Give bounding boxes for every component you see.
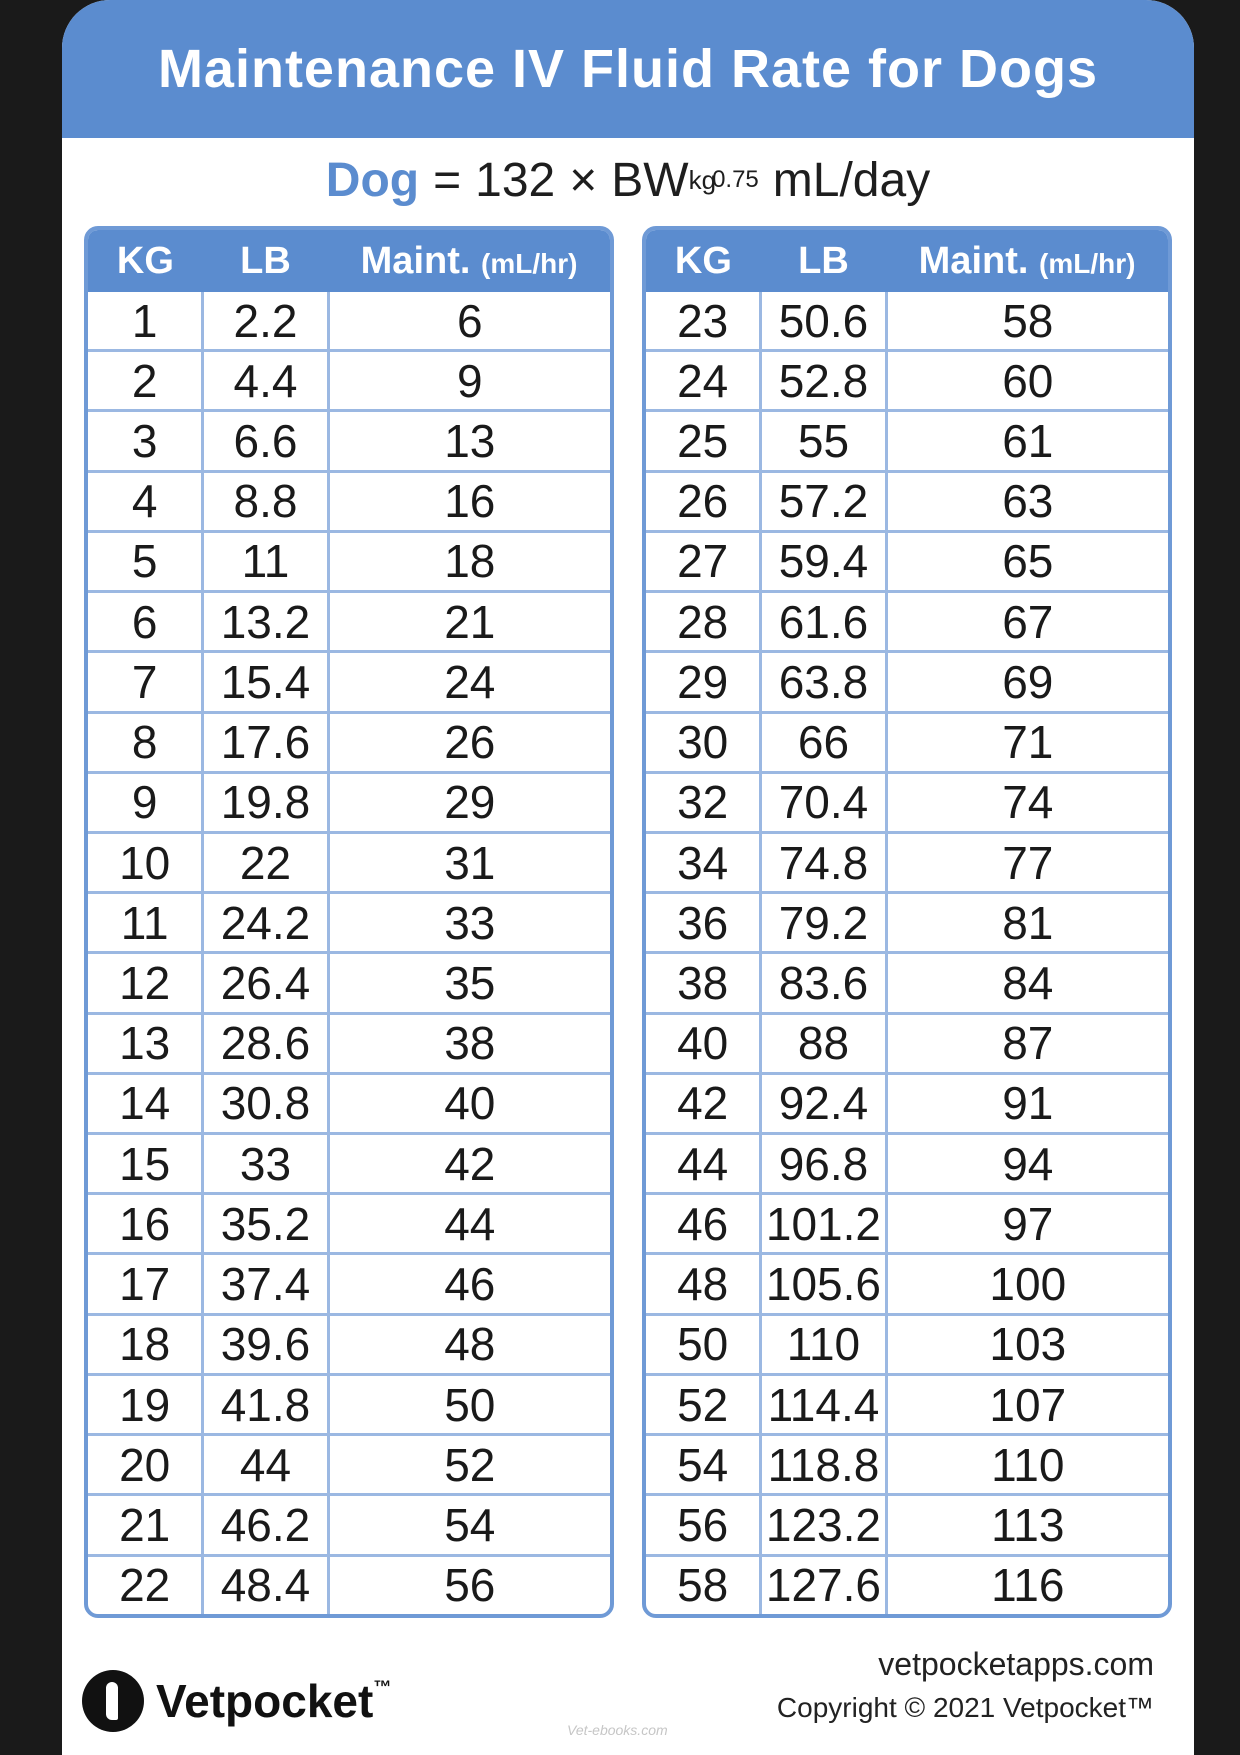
cell-kg: 29	[646, 652, 761, 712]
table-row	[88, 471, 610, 531]
cell-lb: 48.4	[203, 1555, 328, 1614]
cell-maint: 56	[444, 1559, 496, 1612]
cell-kg: 12	[88, 953, 203, 1013]
cell-kg: 10	[88, 832, 203, 892]
table-row	[646, 1555, 1168, 1614]
cell-maint: 42	[328, 1134, 610, 1194]
formula-times: ×	[569, 153, 598, 207]
cell-maint: 77	[886, 832, 1168, 892]
table-row	[88, 1314, 610, 1374]
cell-lb: 35.2	[203, 1194, 328, 1254]
cell-kg: 7	[88, 652, 203, 712]
cell-maint: 71	[886, 712, 1168, 772]
cell-lb: 26.4	[203, 953, 328, 1013]
vetpocket-logo-icon	[82, 1670, 144, 1732]
table-row	[88, 292, 610, 351]
cell-kg: 52	[646, 1374, 761, 1434]
cell-lb: 123.2	[761, 1495, 886, 1555]
brand-logo	[82, 1670, 391, 1732]
cell-maint: 31	[328, 832, 610, 892]
cell-kg: 8	[88, 712, 203, 772]
cell-lb: 61.6	[761, 592, 886, 652]
cell-kg: 15	[88, 1134, 203, 1194]
column-header-kg: KG	[88, 230, 203, 292]
cell-maint: 97	[886, 1194, 1168, 1254]
cell-kg: 26	[646, 471, 761, 531]
table-row	[88, 652, 610, 712]
cell-kg: 42	[646, 1073, 761, 1133]
table-row	[646, 712, 1168, 772]
cell-kg: 36	[646, 893, 761, 953]
table-row	[646, 1194, 1168, 1254]
cell-kg: 2	[88, 351, 203, 411]
cell-lb: 110	[761, 1314, 886, 1374]
formula-variable: BW	[611, 153, 689, 207]
cell-kg: 14	[88, 1073, 203, 1133]
cell-lb: 50.6	[761, 292, 886, 351]
cell-maint: 9	[328, 351, 610, 411]
copyright-text: Copyright © 2021 Vetpocket™	[776, 1692, 1154, 1723]
cell-maint: 44	[328, 1194, 610, 1254]
reference-card	[62, 0, 1194, 1755]
column-header-maint-unit: (mL/hr)	[481, 247, 578, 279]
cell-lb: 6.6	[203, 411, 328, 471]
column-header-maint	[886, 230, 1168, 292]
cell-kg: 20	[88, 1435, 203, 1495]
cell-maint: 58	[886, 292, 1168, 351]
table-row	[88, 1254, 610, 1314]
cell-kg: 28	[646, 592, 761, 652]
cell-maint: 61	[886, 411, 1168, 471]
cell-lb: 96.8	[761, 1134, 886, 1194]
cell-lb: 46.2	[203, 1495, 328, 1555]
table-body-right	[646, 292, 1168, 1614]
brand-name: Vetpocket™	[156, 1675, 392, 1727]
cell-lb: 39.6	[203, 1314, 328, 1374]
cell-maint: 13	[328, 411, 610, 471]
table-row	[646, 1435, 1168, 1495]
column-header-kg: KG	[646, 230, 761, 292]
table-row	[88, 1073, 610, 1133]
cell-kg: 30	[646, 712, 761, 772]
cell-kg: 18	[88, 1314, 203, 1374]
table-row	[88, 1194, 610, 1254]
cell-kg: 4	[88, 471, 203, 531]
cell-maint: 113	[886, 1495, 1168, 1555]
cell-kg: 3	[88, 411, 203, 471]
cell-lb: 92.4	[761, 1073, 886, 1133]
cell-maint: 74	[886, 772, 1168, 832]
cell-kg: 1	[88, 292, 203, 351]
cell-maint: 26	[328, 712, 610, 772]
table-row	[88, 1435, 610, 1495]
cell-lb: 55	[761, 411, 886, 471]
cell-kg: 6	[88, 592, 203, 652]
cell-lb: 63.8	[761, 652, 886, 712]
column-header-maint	[328, 230, 610, 292]
cell-lb: 24.2	[203, 893, 328, 953]
cell-lb: 79.2	[761, 893, 886, 953]
brand-trademark: ™	[373, 1677, 392, 1697]
cell-maint: 63	[886, 471, 1168, 531]
cell-maint: 103	[886, 1314, 1168, 1374]
table-row	[646, 351, 1168, 411]
table-row	[646, 1073, 1168, 1133]
table-row	[646, 1254, 1168, 1314]
cell-lb: 13.2	[203, 592, 328, 652]
cell-kg: 46	[646, 1194, 761, 1254]
cell-maint: 116	[991, 1559, 1065, 1612]
table-row	[646, 292, 1168, 351]
page-title: Maintenance IV Fluid Rate for Dogs	[157, 39, 1099, 99]
cell-lb: 57.2	[761, 471, 886, 531]
table-row	[88, 1495, 610, 1555]
column-header-maint-label: Maint.	[918, 239, 1029, 282]
table-row	[646, 1495, 1168, 1555]
cell-kg: 25	[646, 411, 761, 471]
cell-maint: 21	[328, 592, 610, 652]
table-right	[642, 226, 1172, 1618]
formula	[62, 142, 1194, 218]
table-header-row	[88, 230, 610, 292]
table-row	[646, 1374, 1168, 1434]
table-row	[88, 1374, 610, 1434]
cell-lb: 33	[203, 1134, 328, 1194]
cell-kg: 9	[88, 772, 203, 832]
cell-lb: 22	[203, 832, 328, 892]
cell-lb: 15.4	[203, 652, 328, 712]
cell-kg: 40	[646, 1013, 761, 1073]
cell-kg: 32	[646, 772, 761, 832]
cell-maint: 107	[886, 1374, 1168, 1434]
cell-kg: 13	[88, 1013, 203, 1073]
column-header-maint-unit: (mL/hr)	[1039, 247, 1136, 279]
cell-maint: 65	[886, 531, 1168, 591]
cell-maint: 33	[328, 893, 610, 953]
cell-maint: 87	[886, 1013, 1168, 1073]
cell-maint: 84	[886, 953, 1168, 1013]
cell-kg: 34	[646, 832, 761, 892]
cell-lb: 114.4	[761, 1374, 886, 1434]
cell-maint: 29	[328, 772, 610, 832]
table-body-left	[88, 292, 610, 1614]
cell-lb: 44	[203, 1435, 328, 1495]
table-row	[88, 772, 610, 832]
cell-maint: 60	[886, 351, 1168, 411]
formula-exponent: 0.75	[712, 166, 759, 193]
table-row	[646, 471, 1168, 531]
cell-lb: 4.4	[203, 351, 328, 411]
cell-lb: 59.4	[761, 531, 886, 591]
cell-maint: 50	[328, 1374, 610, 1434]
cell-lb: 28.6	[203, 1013, 328, 1073]
cell-maint: 24	[328, 652, 610, 712]
cell-lb: 17.6	[203, 712, 328, 772]
column-header-lb: LB	[761, 230, 886, 292]
cell-maint: 35	[328, 953, 610, 1013]
table-row	[646, 832, 1168, 892]
table-row	[646, 893, 1168, 953]
footer	[62, 1640, 1194, 1755]
table-row	[88, 893, 610, 953]
cell-kg: 54	[646, 1435, 761, 1495]
cell-kg: 44	[646, 1134, 761, 1194]
cell-lb: 52.8	[761, 351, 886, 411]
cell-kg: 5	[88, 531, 203, 591]
table-row	[88, 832, 610, 892]
column-header-lb: LB	[203, 230, 328, 292]
cell-maint: 54	[328, 1495, 610, 1555]
cell-kg: 23	[646, 292, 761, 351]
cell-kg: 24	[646, 351, 761, 411]
table-row	[646, 1134, 1168, 1194]
cell-kg: 38	[646, 953, 761, 1013]
cell-kg: 16	[88, 1194, 203, 1254]
table-row	[88, 411, 610, 471]
cell-kg: 21	[88, 1495, 203, 1555]
cell-kg: 11	[88, 893, 203, 953]
cell-lb: 41.8	[203, 1374, 328, 1434]
cell-maint: 67	[886, 592, 1168, 652]
table-row	[88, 1555, 610, 1614]
cell-maint: 100	[886, 1254, 1168, 1314]
cell-lb: 2.2	[203, 292, 328, 351]
formula-equals: =	[433, 153, 462, 207]
watermark: Vet-ebooks.com	[567, 1722, 668, 1738]
cell-lb: 11	[203, 531, 328, 591]
table-row	[646, 652, 1168, 712]
formula-coefficient: 132	[475, 153, 556, 207]
table-row	[646, 531, 1168, 591]
cell-lb: 101.2	[761, 1194, 886, 1254]
cell-kg: 19	[88, 1374, 203, 1434]
cell-lb: 37.4	[203, 1254, 328, 1314]
table-row	[646, 953, 1168, 1013]
fluid-rate-table-right	[646, 230, 1168, 1614]
cell-maint: 52	[328, 1435, 610, 1495]
cell-lb: 30.8	[203, 1073, 328, 1133]
table-row	[646, 411, 1168, 471]
cell-kg: 56	[646, 1495, 761, 1555]
cell-lb: 127.6	[761, 1555, 886, 1614]
formula-unit: mL/day	[772, 153, 931, 207]
cell-maint: 40	[328, 1073, 610, 1133]
table-row	[646, 1314, 1168, 1374]
cell-maint: 38	[328, 1013, 610, 1073]
cell-kg: 22	[88, 1555, 203, 1614]
cell-maint: 110	[886, 1435, 1168, 1495]
formula-species: Dog	[325, 153, 420, 207]
table-header-row	[646, 230, 1168, 292]
cell-lb: 8.8	[203, 471, 328, 531]
cell-lb: 105.6	[761, 1254, 886, 1314]
table-row	[88, 351, 610, 411]
table-row	[646, 772, 1168, 832]
formula-subscript: kg	[688, 164, 717, 195]
cell-lb: 118.8	[761, 1435, 886, 1495]
column-header-maint-label: Maint.	[360, 239, 471, 282]
cell-maint: 16	[328, 471, 610, 531]
cell-lb: 88	[761, 1013, 886, 1073]
table-row	[88, 1134, 610, 1194]
cell-maint: 18	[328, 531, 610, 591]
cell-maint: 69	[886, 652, 1168, 712]
cell-maint: 46	[328, 1254, 610, 1314]
title-banner	[62, 0, 1194, 138]
cell-maint: 94	[886, 1134, 1168, 1194]
cell-maint: 48	[328, 1314, 610, 1374]
website-link[interactable]: vetpocketapps.com	[878, 1646, 1154, 1682]
cell-lb: 70.4	[761, 772, 886, 832]
cell-kg: 17	[88, 1254, 203, 1314]
table-row	[88, 531, 610, 591]
table-left	[84, 226, 614, 1618]
table-row	[88, 1013, 610, 1073]
fluid-rate-table-left	[88, 230, 610, 1614]
cell-maint: 6	[328, 292, 610, 351]
cell-lb: 74.8	[761, 832, 886, 892]
cell-maint: 81	[886, 893, 1168, 953]
cell-lb: 19.8	[203, 772, 328, 832]
table-row	[88, 712, 610, 772]
cell-kg: 58	[646, 1555, 761, 1614]
cell-maint: 91	[886, 1073, 1168, 1133]
cell-lb: 66	[761, 712, 886, 772]
cell-kg: 27	[646, 531, 761, 591]
table-row	[88, 592, 610, 652]
table-row	[646, 592, 1168, 652]
cell-kg: 50	[646, 1314, 761, 1374]
cell-kg: 48	[646, 1254, 761, 1314]
table-row	[88, 953, 610, 1013]
table-row	[646, 1013, 1168, 1073]
cell-lb: 83.6	[761, 953, 886, 1013]
